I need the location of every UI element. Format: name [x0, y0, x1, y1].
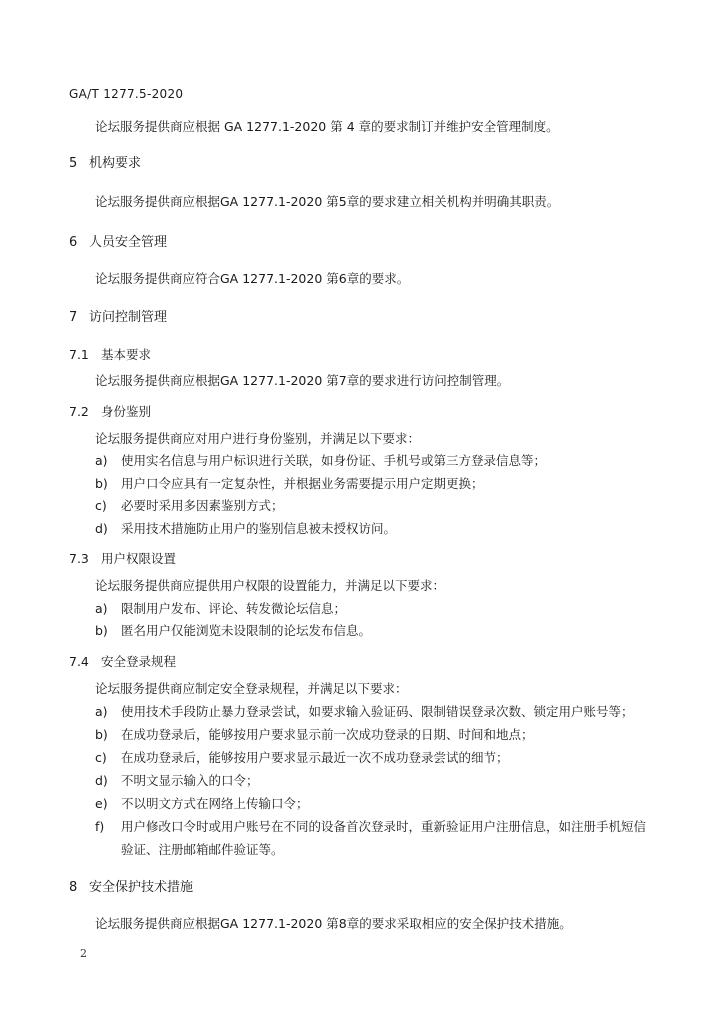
section-8-paragraph: 论坛服务提供商应根据GA 1277.1-2020 第8章的要求采取相应的安全保护技术措施。 — [95, 916, 572, 931]
list-item-continuation: 验证、注册邮箱邮件验证等。 — [121, 842, 284, 857]
section-number: 5 — [69, 156, 78, 171]
section-4-paragraph: 论坛服务提供商应根据 GA 1277.1-2020 第 4 章的要求制订并维护安全管理制度。 — [95, 119, 559, 134]
section-7-2-intro: 论坛服务提供商应对用户进行身份鉴别，并满足以下要求： — [95, 431, 421, 446]
list-marker: d) — [95, 773, 108, 788]
list-marker: c) — [95, 750, 107, 765]
list-text: 不以明文方式在网络上传输口令； — [121, 796, 309, 811]
section-7-4-heading — [69, 656, 176, 669]
section-5-heading — [69, 157, 141, 170]
section-8-heading — [69, 881, 193, 894]
list-text: 用户修改口令时或用户账号在不同的设备首次登录时，重新验证用户注册信息，如注册手机短信 — [121, 819, 647, 834]
list-marker: a) — [95, 601, 108, 616]
list-text: 必要时采用多因素鉴别方式； — [121, 498, 284, 513]
list-marker: a) — [95, 704, 108, 719]
section-6-paragraph: 论坛服务提供商应符合GA 1277.1-2020 第6章的要求。 — [95, 271, 410, 286]
section-7-1-heading — [69, 349, 151, 362]
section-title: 机构要求 — [89, 156, 142, 171]
list-text: 不明文显示输入的口令； — [121, 773, 259, 788]
list-text: 限制用户发布、评论、转发微论坛信息； — [121, 601, 347, 616]
page-number: 2 — [80, 947, 87, 960]
section-7-3-intro: 论坛服务提供商应提供用户权限的设置能力，并满足以下要求： — [95, 578, 446, 593]
section-title: 身份鉴别 — [101, 404, 152, 419]
list-text: 在成功登录后，能够按用户要求显示前一次成功登录的日期、时间和地点； — [121, 727, 534, 742]
list-text: 使用实名信息与用户标识进行关联，如身份证、手机号或第三方登录信息等； — [121, 453, 547, 468]
section-5-paragraph: 论坛服务提供商应根据GA 1277.1-2020 第5章的要求建立相关机构并明确其职责。 — [95, 194, 560, 209]
standard-number: GA/T 1277.5-2020 — [69, 87, 184, 101]
section-number: 7.2 — [69, 404, 89, 419]
list-marker: a) — [95, 453, 108, 468]
list-marker: c) — [95, 498, 107, 513]
section-number: 7.1 — [69, 347, 89, 362]
section-title: 安全登录规程 — [101, 654, 177, 669]
list-marker: f) — [95, 819, 105, 834]
list-text: 采用技术措施防止用户的鉴别信息被未授权访问。 — [121, 521, 397, 536]
section-7-4-intro: 论坛服务提供商应制定安全登录规程，并满足以下要求： — [95, 681, 408, 696]
section-number: 6 — [69, 235, 78, 250]
section-title: 人员安全管理 — [89, 235, 168, 250]
section-title: 用户权限设置 — [101, 551, 177, 566]
list-marker: d) — [95, 521, 108, 536]
section-number: 7 — [69, 310, 78, 325]
section-7-heading — [69, 311, 167, 324]
list-marker: b) — [95, 623, 108, 638]
list-text: 匿名用户仅能浏览未设限制的论坛发布信息。 — [121, 623, 372, 638]
section-7-3-heading — [69, 553, 176, 566]
list-marker: b) — [95, 476, 108, 491]
section-7-1-paragraph: 论坛服务提供商应根据GA 1277.1-2020 第7章的要求进行访问控制管理。 — [95, 373, 510, 388]
list-text: 使用技术手段防止暴力登录尝试，如要求输入验证码、限制错误登录次数、锁定用户账号等； — [121, 704, 634, 719]
list-text: 用户口令应具有一定复杂性，并根据业务需要提示用户定期更换； — [121, 476, 484, 491]
list-text: 在成功登录后，能够按用户要求显示最近一次不成功登录尝试的细节； — [121, 750, 509, 765]
section-6-heading — [69, 236, 167, 249]
section-7-2-heading — [69, 406, 151, 419]
section-number: 8 — [69, 880, 78, 895]
section-number: 7.4 — [69, 654, 89, 669]
section-number: 7.3 — [69, 551, 89, 566]
section-title: 访问控制管理 — [89, 310, 168, 325]
list-marker: b) — [95, 727, 108, 742]
section-title: 基本要求 — [101, 347, 152, 362]
list-marker: e) — [95, 796, 108, 811]
section-title: 安全保护技术措施 — [89, 880, 194, 895]
